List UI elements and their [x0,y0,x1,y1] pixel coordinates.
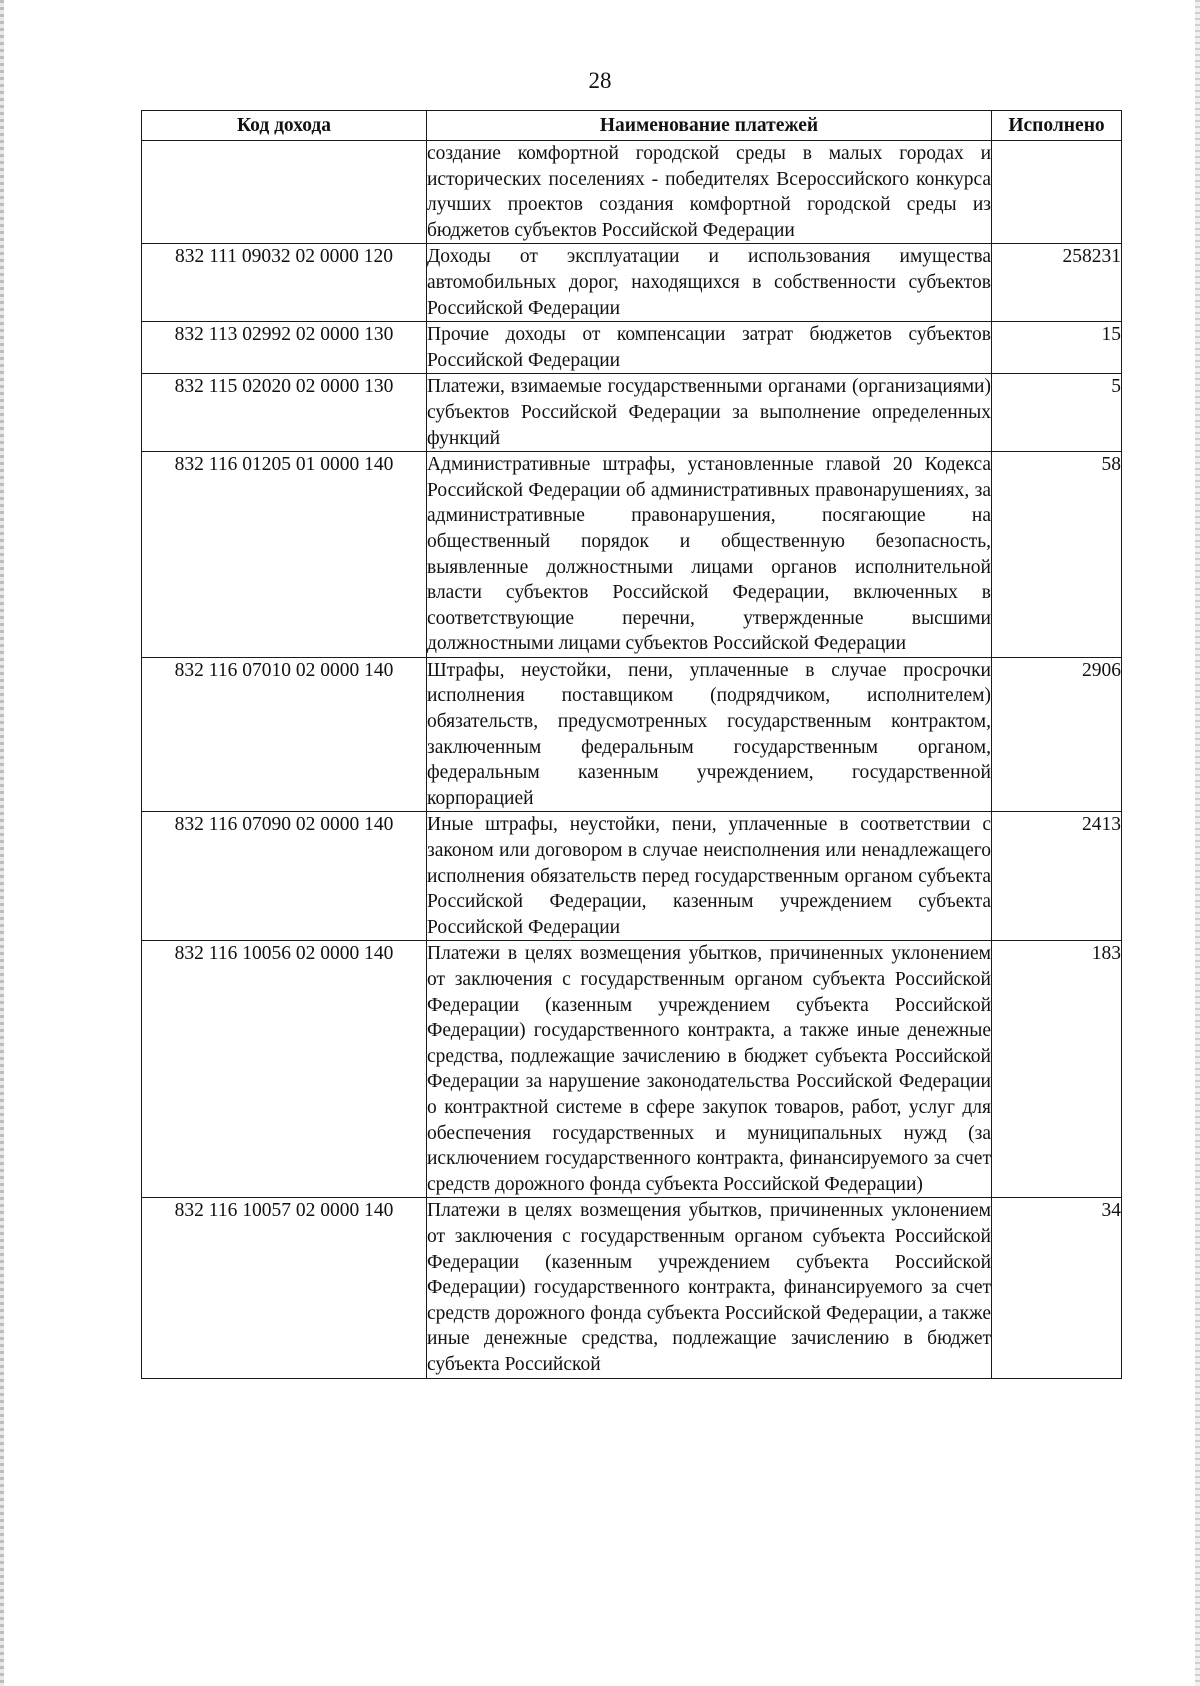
header-code: Код дохода [142,111,427,141]
table-header [142,111,1122,141]
income-code-cell: 832 111 09032 02 0000 120 [142,244,427,322]
payment-name-cell: Административные штрафы, установленные главой 20 Кодекса Российской Федерации об административных правонарушениях, за административные правонарушения, посягающие на общественный порядок и общественную безопасность, выявленные должностными лицами органов исполнительной власти субъектов Российской Федерации, включенных в соответствующие перечни, утвержденные высшими должностными лицами субъектов Российской Федерации [427,452,992,658]
header-row [142,111,1122,141]
payment-name-cell: Иные штрафы, неустойки, пени, уплаченные в соответствии с законом или договором в случае неисполнения или ненадлежащего исполнения обязательств перед государственным органом субъекта Российской Федерации, казенным учреждением субъекта Российской Федерации [427,812,992,941]
header-name: Наименование платежей [427,111,992,141]
table-body [142,141,1122,1379]
executed-amount-cell [992,141,1122,244]
executed-amount-cell: 15 [992,322,1122,374]
executed-amount-cell: 2413 [992,812,1122,941]
table-row [142,452,1122,658]
payment-name-cell: Штрафы, неустойки, пени, уплаченные в случае просрочки исполнения поставщиком (подрядчиком, исполнителем) обязательств, предусмотренных государственным контрактом, заключенным федеральным государственным органом, федеральным казенным учреждением, государственной корпорацией [427,657,992,812]
income-code-cell [142,141,427,244]
table-row [142,374,1122,452]
income-code-cell: 832 116 07010 02 0000 140 [142,657,427,812]
scan-edge-left [0,0,4,1686]
payment-name-cell: создание комфортной городской среды в малых городах и исторических поселениях - победителях Всероссийского конкурса лучших проектов создания комфортной городской среды из бюджетов субъектов Российской Федерации [427,141,992,244]
table-row [142,1198,1122,1378]
table-row [142,941,1122,1198]
payment-name-cell: Платежи в целях возмещения убытков, причиненных уклонением от заключения с государственным органом субъекта Российской Федерации (казенным учреждением субъекта Российской Федерации) государственного контракта, финансируемого за счет средств дорожного фонда субъекта Российской Федерации, а также иные денежные средства, подлежащие зачислению в бюджет субъекта Российской [427,1198,992,1378]
income-code-cell: 832 116 07090 02 0000 140 [142,812,427,941]
header-executed: Исполнено [992,111,1122,141]
payment-name-cell: Платежи в целях возмещения убытков, причиненных уклонением от заключения с государственным органом субъекта Российской Федерации (казенным учреждением субъекта Российской Федерации) государственного контракта, а также иные денежные средства, подлежащие зачислению в бюджет субъекта Российской Федерации за нарушение законодательства Российской Федерации о контрактной системе в сфере закупок товаров, работ, услуг для обеспечения государственных и муниципальных нужд (за исключением государственного контракта, финансируемого за счет средств дорожного фонда субъекта Российской Федерации) [427,941,992,1198]
executed-amount-cell: 2906 [992,657,1122,812]
executed-amount-cell: 58 [992,452,1122,658]
executed-amount-cell: 34 [992,1198,1122,1378]
page-number: 28 [588,68,612,93]
income-code-cell: 832 115 02020 02 0000 130 [142,374,427,452]
scan-edge-right [1195,0,1200,1686]
executed-amount-cell: 5 [992,374,1122,452]
income-code-cell: 832 116 10057 02 0000 140 [142,1198,427,1378]
table-row [142,244,1122,322]
income-code-cell: 832 116 10056 02 0000 140 [142,941,427,1198]
executed-amount-cell: 258231 [992,244,1122,322]
payment-name-cell: Платежи, взимаемые государственными органами (организациями) субъектов Российской Федерации за выполнение определенных функций [427,374,992,452]
revenue-table [141,110,1122,1379]
payment-name-cell: Доходы от эксплуатации и использования имущества автомобильных дорог, находящихся в собственности субъектов Российской Федерации [427,244,992,322]
table-row [142,812,1122,941]
table-row [142,141,1122,244]
payment-name-cell: Прочие доходы от компенсации затрат бюджетов субъектов Российской Федерации [427,322,992,374]
income-code-cell: 832 116 01205 01 0000 140 [142,452,427,658]
executed-amount-cell: 183 [992,941,1122,1198]
income-code-cell: 832 113 02992 02 0000 130 [142,322,427,374]
table-row [142,322,1122,374]
table-row [142,657,1122,812]
